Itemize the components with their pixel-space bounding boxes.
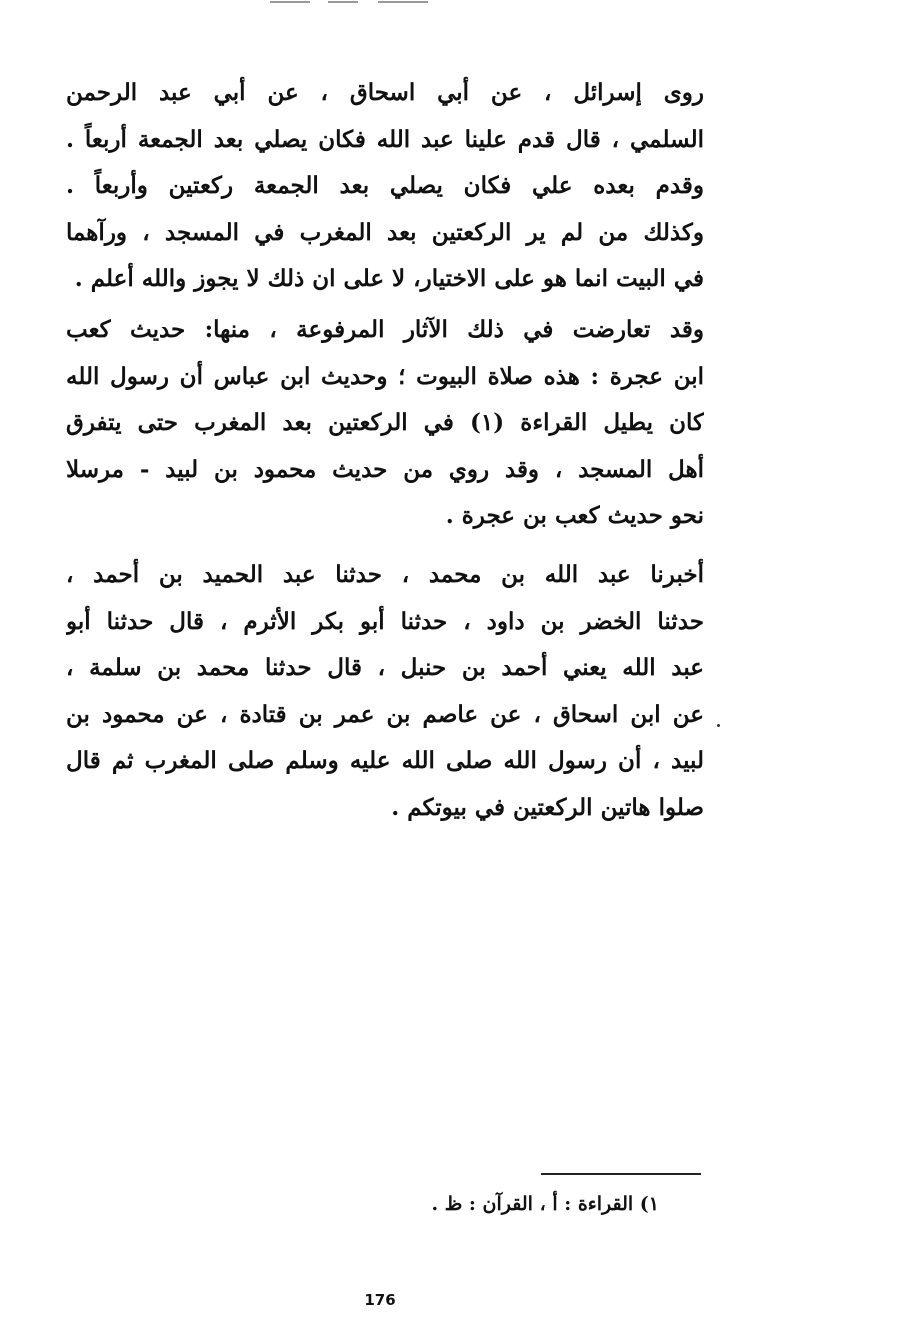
text-line: حدثنا الخضر بن داود ، حدثنا أبو بكر الأثرم ، قال حدثنا أبو bbox=[66, 607, 704, 635]
footnote-divider bbox=[541, 1173, 701, 1175]
text-line: أخبرنا عبد الله بن محمد ، حدثنا عبد الحميد بن أحمد ، bbox=[66, 561, 704, 588]
text-line: نحو حديث كعب بن عجرة . bbox=[445, 502, 704, 529]
text-line: عبد الله يعني أحمد بن حنبل ، قال حدثنا محمد بن سلمة ، bbox=[66, 654, 704, 681]
text-line: في البيت انما هو على الاختيار، لا على ان ذلك لا يجوز والله أعلم . bbox=[74, 265, 704, 292]
text-line: لبيد ، أن رسول الله صلى الله عليه وسلم صلى المغرب ثم قال bbox=[66, 747, 704, 774]
text-line: السلمي ، قال قدم علينا عبد الله فكان يصلي بعد الجمعة أربعاً . bbox=[66, 125, 704, 153]
paragraph-1 bbox=[66, 70, 704, 303]
page-number: 176 bbox=[364, 1291, 396, 1309]
text-line: روى إسرائل ، عن أبي اسحاق ، عن أبي عبد الرحمن bbox=[66, 79, 704, 106]
text-line: وقدم بعده علي فكان يصلي بعد الجمعة ركعتين وأربعاً . bbox=[66, 172, 704, 199]
footnote: ١) القراءة : أ ، القرآن : ظ . bbox=[431, 1193, 659, 1215]
text-line: كان يطيل القراءة (١) في الركعتين بعد المغرب حتى يتفرق bbox=[66, 409, 704, 436]
scan-speck bbox=[717, 724, 720, 727]
text-line: عن ابن اسحاق ، عن عاصم بن عمر بن قتادة ، عن محمود بن bbox=[66, 700, 704, 728]
text-line: وقد تعارضت في ذلك الآثار المرفوعة ، منها: حديث كعب bbox=[66, 316, 704, 343]
paragraph-3 bbox=[66, 552, 704, 831]
paragraph-2 bbox=[66, 307, 704, 540]
text-line: وكذلك من لم ير الركعتين بعد المغرب في المسجد ، ورآهما bbox=[66, 218, 704, 246]
text-line: صلوا هاتين الركعتين في بيوتكم . bbox=[391, 793, 704, 821]
top-edge-marks bbox=[270, 0, 430, 4]
text-line: أهل المسجد ، وقد روي من حديث محمود بن لبيد - مرسلا bbox=[66, 455, 704, 483]
text-line: ابن عجرة : هذه صلاة البيوت ؛ وحديث ابن عباس أن رسول الله bbox=[66, 362, 704, 390]
